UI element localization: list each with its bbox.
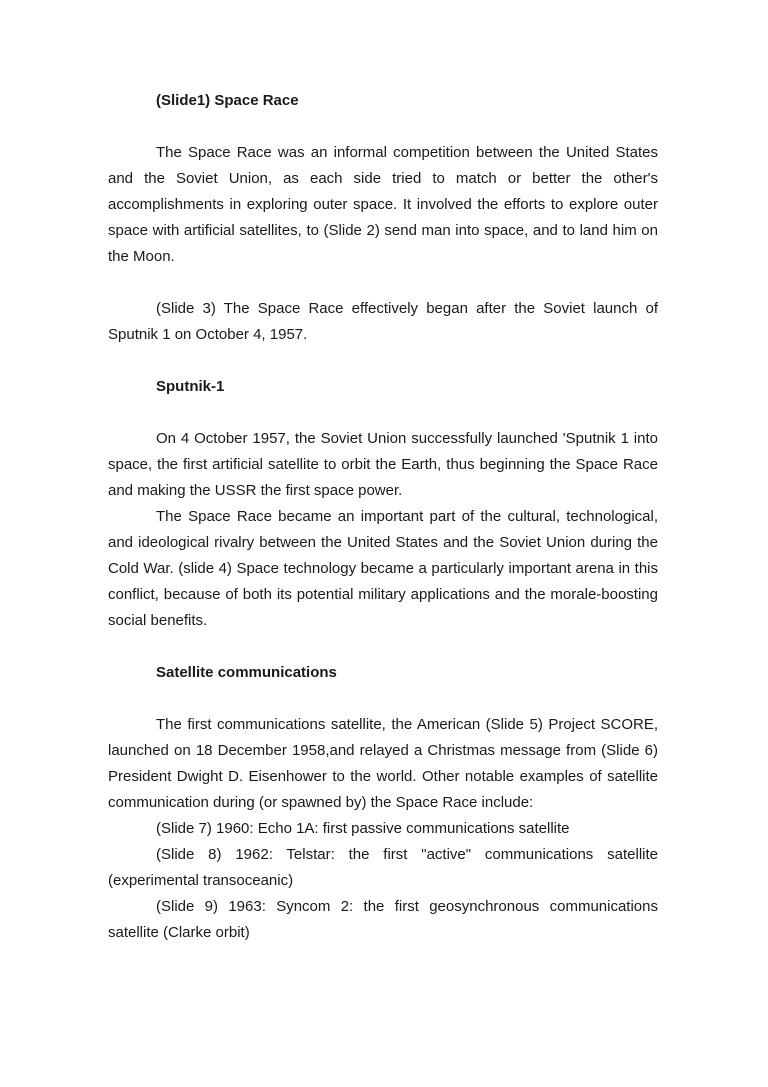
paragraph-space-race-began: (Slide 3) The Space Race effectively began after the Soviet launch of Sputnik 1 on October 4, 1957.: [108, 300, 658, 343]
paragraph-echo-1a: (Slide 7) 1960: Echo 1A: first passive communications satellite: [156, 820, 570, 837]
heading-satellite-communications: Satellite communications: [156, 664, 337, 681]
spacer: [108, 634, 658, 660]
paragraph-intro: The Space Race was an informal competition between the United States and the Soviet Union, as each side tried to match or better the other's accomplishments in exploring outer space. It involved the efforts to explore outer space with artificial satellites, to (Slide 2) send man into space, and to land him on the Moon.: [108, 144, 658, 265]
spacer: [108, 114, 658, 140]
heading-sputnik: Sputnik-1: [156, 378, 225, 395]
spacer: [108, 348, 658, 374]
spacer: [108, 270, 658, 296]
document-page: [108, 88, 658, 946]
paragraph-sputnik-launch: On 4 October 1957, the Soviet Union successfully launched 'Sputnik 1 into space, the first artificial satellite to orbit the Earth, thus beginning the Space Race and making the USSR the first space power.: [108, 430, 658, 499]
spacer: [108, 400, 658, 426]
paragraph-project-score: The first communications satellite, the American (Slide 5) Project SCORE, launched on 18 December 1958,and relayed a Christmas message from (Slide 6) President Dwight D. Eisenhower to the world. Other notable examples of satellite communication during (or spawned by) the Space Race include:: [108, 716, 658, 811]
spacer: [108, 686, 658, 712]
heading-space-race: (Slide1) Space Race: [156, 92, 299, 109]
paragraph-syncom-2: (Slide 9) 1963: Syncom 2: the first geosynchronous communications satellite (Clarke orbit): [108, 898, 658, 941]
paragraph-telstar: (Slide 8) 1962: Telstar: the first "active" communications satellite (experimental transoceanic): [108, 846, 658, 889]
paragraph-cold-war-rivalry: The Space Race became an important part of the cultural, technological, and ideological rivalry between the United States and the Soviet Union during the Cold War. (slide 4) Space technology became a particularly important arena in this conflict, because of both its potential military applications and the morale-boosting social benefits.: [108, 508, 658, 629]
